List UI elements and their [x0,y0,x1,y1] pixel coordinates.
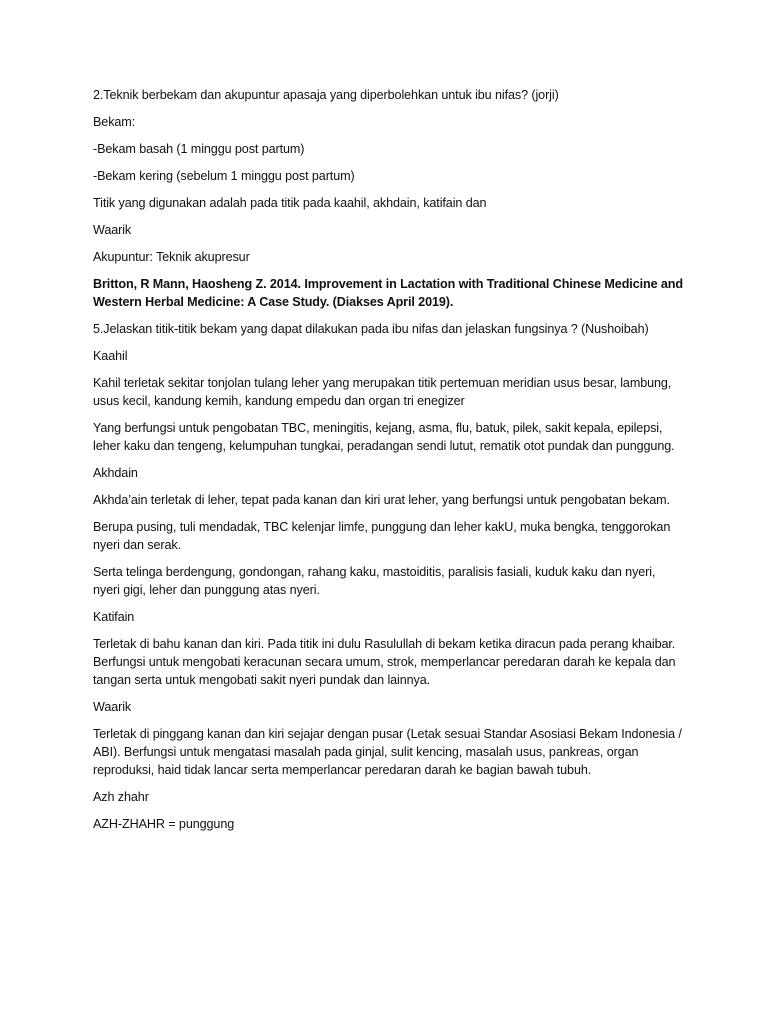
katifain-description: Terletak di bahu kanan dan kiri. Pada titik ini dulu Rasulullah di bekam ketika diracun pada perang khaibar. Berfungsi untuk mengobati keracunan secara umum, strok, memperlancar peredaran darah ke kepala dan tangan serta untuk mengobati sakit nyeri pundak dan lainnya. [93,637,676,687]
bekam-kering-item: -Bekam kering (sebelum 1 minggu post partum) [93,169,355,183]
kahil-description: Kahil terletak sekitar tonjolan tulang leher yang merupakan titik pertemuan meridian usus besar, lambung, usus kecil, kandung kemih, kandung empedu dan organ tri enegizer [93,376,672,408]
akhdain-symptoms: Berupa pusing, tuli mendadak, TBC kelenjar limfe, punggung dan leher kakU, muka bengka, tenggorokan nyeri dan serak. [93,520,671,552]
bekam-basah-item: -Bekam basah (1 minggu post partum) [93,142,305,156]
waarik-heading: Waarik [93,700,132,714]
akhdain-symptoms-extra: Serta telinga berdengung, gondongan, rahang kaku, mastoiditis, paralisis fasiali, kuduk kaku dan nyeri, nyeri gigi, leher dan punggung atas nyeri. [93,565,656,597]
akupuntur-line: Akupuntur: Teknik akupresur [93,250,250,264]
reference-citation: Britton, R Mann, Haosheng Z. 2014. Improvement in Lactation with Traditional Chinese Medicine and Western Herbal Medicine: A Case Study. (Diakses April 2019). [93,277,683,309]
waarik-line: Waarik [93,223,132,237]
kahil-function: Yang berfungsi untuk pengobatan TBC, meningitis, kejang, asma, flu, batuk, pilek, sakit kepala, epilepsi, leher kaku dan tengeng, kelumpuhan tungkai, peradangan sendi lutut, rematik otot pundak dan punggung. [93,421,675,453]
titik-paragraph: Titik yang digunakan adalah pada titik pada kaahil, akhdain, katifain dan [93,196,487,210]
akhdain-heading: Akhdain [93,466,138,480]
azh-zhahr-definition: AZH-ZHAHR = punggung [93,817,235,831]
kaahil-heading: Kaahil [93,349,128,363]
bekam-label: Bekam: [93,115,136,129]
katifain-heading: Katifain [93,610,135,624]
question-5-heading: 5.Jelaskan titik-titik bekam yang dapat dilakukan pada ibu nifas dan jelaskan fungsinya ? (Nushoibah) [93,322,649,336]
azh-zhahr-heading: Azh zhahr [93,790,149,804]
akhdain-description: Akhda’ain terletak di leher, tepat pada kanan dan kiri urat leher, yang berfungsi untuk pengobatan bekam. [93,493,670,507]
document-page [93,86,683,842]
question-2-heading: 2.Teknik berbekam dan akupuntur apasaja yang diperbolehkan untuk ibu nifas? (jorji) [93,88,559,102]
waarik-description: Terletak di pinggang kanan dan kiri sejajar dengan pusar (Letak sesuai Standar Asosiasi Bekam Indonesia / ABI). Berfungsi untuk mengatasi masalah pada ginjal, sulit kencing, masalah usus, pankreas, organ reproduksi, haid tidak lancar serta memperlancar peredaran darah ke bagian bawah tubuh. [93,727,682,777]
